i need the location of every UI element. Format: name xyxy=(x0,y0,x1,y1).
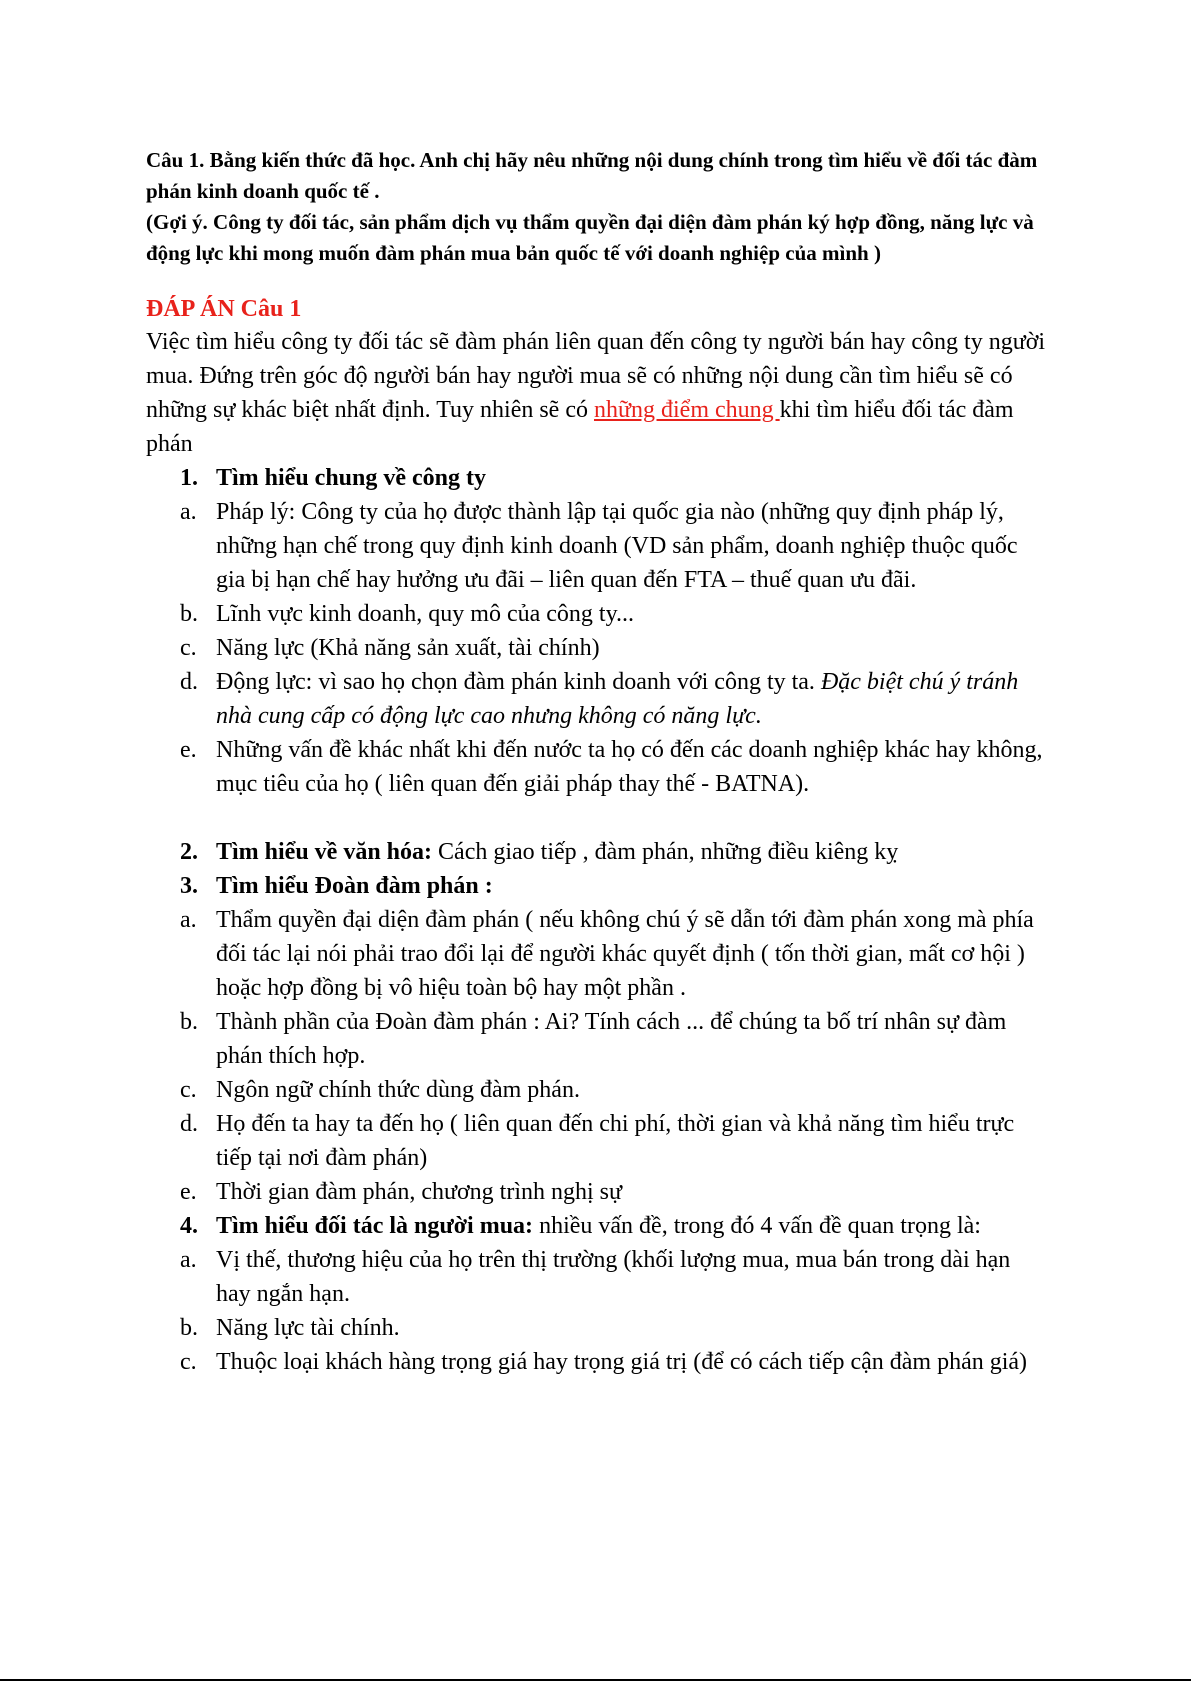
intro-text-end: khi tìm hiểu đối tác đàm phán xyxy=(146,397,1014,457)
section-heading-text: Tìm hiểu về văn hóa: xyxy=(216,839,433,865)
section-heading-rest: Cách giao tiếp , đàm phán, những điều kiêng kỵ xyxy=(432,839,899,865)
list-marker: b. xyxy=(180,1315,198,1341)
list-item-text: Thẩm quyền đại diện đàm phán ( nếu không chú ý sẽ dẫn tới đàm phán xong mà phía đối tác lại nói phải trao đổi lại để người khác quyết định ( tốn thời gian, mất cơ hội ) hoặc hợp đồng bị vô hiệu toàn bộ hay một phần . xyxy=(216,907,1034,1001)
list-item-text: Họ đến ta hay ta đến họ ( liên quan đến chi phí, thời gian và khả năng tìm hiểu trực tiếp tại nơi đàm phán) xyxy=(216,1111,1015,1171)
document-page xyxy=(146,145,1046,1379)
list-item-text: Lĩnh vực kinh doanh, quy mô của công ty... xyxy=(216,601,635,627)
list-item xyxy=(146,1005,1046,1073)
list-item-text: Vị thế, thương hiệu của họ trên thị trường (khối lượng mua, mua bán trong dài hạn hay ngắn hạn. xyxy=(216,1247,1011,1307)
list-marker: c. xyxy=(180,1349,197,1375)
section-number: 1. xyxy=(180,465,198,491)
list-item xyxy=(146,1107,1046,1175)
section-heading-rest: nhiều vấn đề, trong đó 4 vấn đề quan trọng là: xyxy=(533,1213,981,1239)
list-marker: a. xyxy=(180,1247,197,1273)
section-heading-2 xyxy=(146,835,1046,869)
list-marker: e. xyxy=(180,1179,197,1205)
answer-title: ĐÁP ÁN Câu 1 xyxy=(146,296,302,322)
list-marker: d. xyxy=(180,669,198,695)
list-item-text: Thành phần của Đoàn đàm phán : Ai? Tính cách ... để chúng ta bố trí nhân sự đàm phán thích hợp. xyxy=(216,1009,1007,1069)
question-hint: (Gợi ý. Công ty đối tác, sản phẩm dịch vụ thẩm quyền đại diện đàm phán ký hợp đồng, năng lực và động lực khi mong muốn đàm phán mua bản quốc tế với doanh nghiệp của mình ) xyxy=(146,210,1034,265)
list-marker: e. xyxy=(180,737,197,763)
list-item-text: Pháp lý: Công ty của họ được thành lập tại quốc gia nào (những quy định pháp lý, những hạn chế trong quy định kinh doanh (VD sản phẩm, doanh nghiệp thuộc quốc gia bị hạn chế hay hưởng ưu đãi – liên quan đến FTA – thuế quan ưu đãi. xyxy=(216,499,1018,593)
spacer xyxy=(146,801,1046,835)
section-heading-text: Tìm hiểu Đoàn đàm phán : xyxy=(216,873,493,899)
list-marker: c. xyxy=(180,1077,197,1103)
list-item xyxy=(146,597,1046,631)
section-number: 3. xyxy=(180,873,198,899)
list-item-italic-note: Đặc biệt chú ý tránh nhà cung cấp có động lực cao nhưng không có năng lực. xyxy=(216,669,1019,729)
list-item-text: Những vấn đề khác nhất khi đến nước ta họ có đến các doanh nghiệp khác hay không, mục tiêu của họ ( liên quan đến giải pháp thay thế - BATNA). xyxy=(216,737,1043,797)
list-item-text: Năng lực tài chính. xyxy=(216,1315,400,1341)
section-heading-text: Tìm hiểu chung về công ty xyxy=(216,465,487,491)
section-number: 2. xyxy=(180,839,198,865)
section-heading-4 xyxy=(146,1209,1046,1243)
section-number: 4. xyxy=(180,1213,198,1239)
list-item xyxy=(146,1345,1046,1379)
list-item xyxy=(146,733,1046,801)
list-item xyxy=(146,631,1046,665)
list-item-text: Động lực: vì sao họ chọn đàm phán kinh doanh với công ty ta. xyxy=(216,669,821,695)
question-text: Câu 1. Bằng kiến thức đã học. Anh chị hãy nêu những nội dung chính trong tìm hiểu về đối tác đàm phán kinh doanh quốc tế . xyxy=(146,148,1038,203)
list-marker: b. xyxy=(180,1009,198,1035)
page-bottom-rule xyxy=(0,1679,1191,1681)
section-heading-1 xyxy=(146,461,1046,495)
section-heading-3 xyxy=(146,869,1046,903)
list-marker: d. xyxy=(180,1111,198,1137)
list-item xyxy=(146,1243,1046,1311)
intro-highlight: những điểm chung xyxy=(593,397,780,423)
intro-text: Việc tìm hiểu công ty đối tác sẽ đàm phán liên quan đến công ty người bán hay công ty người mua. Đứng trên góc độ người bán hay người mua sẽ có những nội dung cần tìm hiểu sẽ có những sự khác biệt nhất định. Tuy nhiên sẽ có xyxy=(146,329,1046,423)
list-item-text: Thuộc loại khách hàng trọng giá hay trọng giá trị (để có cách tiếp cận đàm phán giá) xyxy=(216,1349,1028,1375)
list-marker: a. xyxy=(180,499,197,525)
list-item xyxy=(146,1073,1046,1107)
list-marker: a. xyxy=(180,907,197,933)
list-item-text: Ngôn ngữ chính thức dùng đàm phán. xyxy=(216,1077,580,1103)
list-item xyxy=(146,495,1046,597)
list-item-text: Năng lực (Khả năng sản xuất, tài chính) xyxy=(216,635,600,661)
answer-intro xyxy=(146,325,1046,461)
list-item-text: Thời gian đàm phán, chương trình nghị sự xyxy=(216,1179,623,1205)
list-item xyxy=(146,1311,1046,1345)
section-heading-text: Tìm hiểu đối tác là người mua: xyxy=(216,1213,534,1239)
list-item xyxy=(146,1175,1046,1209)
list-marker: b. xyxy=(180,601,198,627)
list-item xyxy=(146,903,1046,1005)
list-marker: c. xyxy=(180,635,197,661)
list-item xyxy=(146,665,1046,733)
